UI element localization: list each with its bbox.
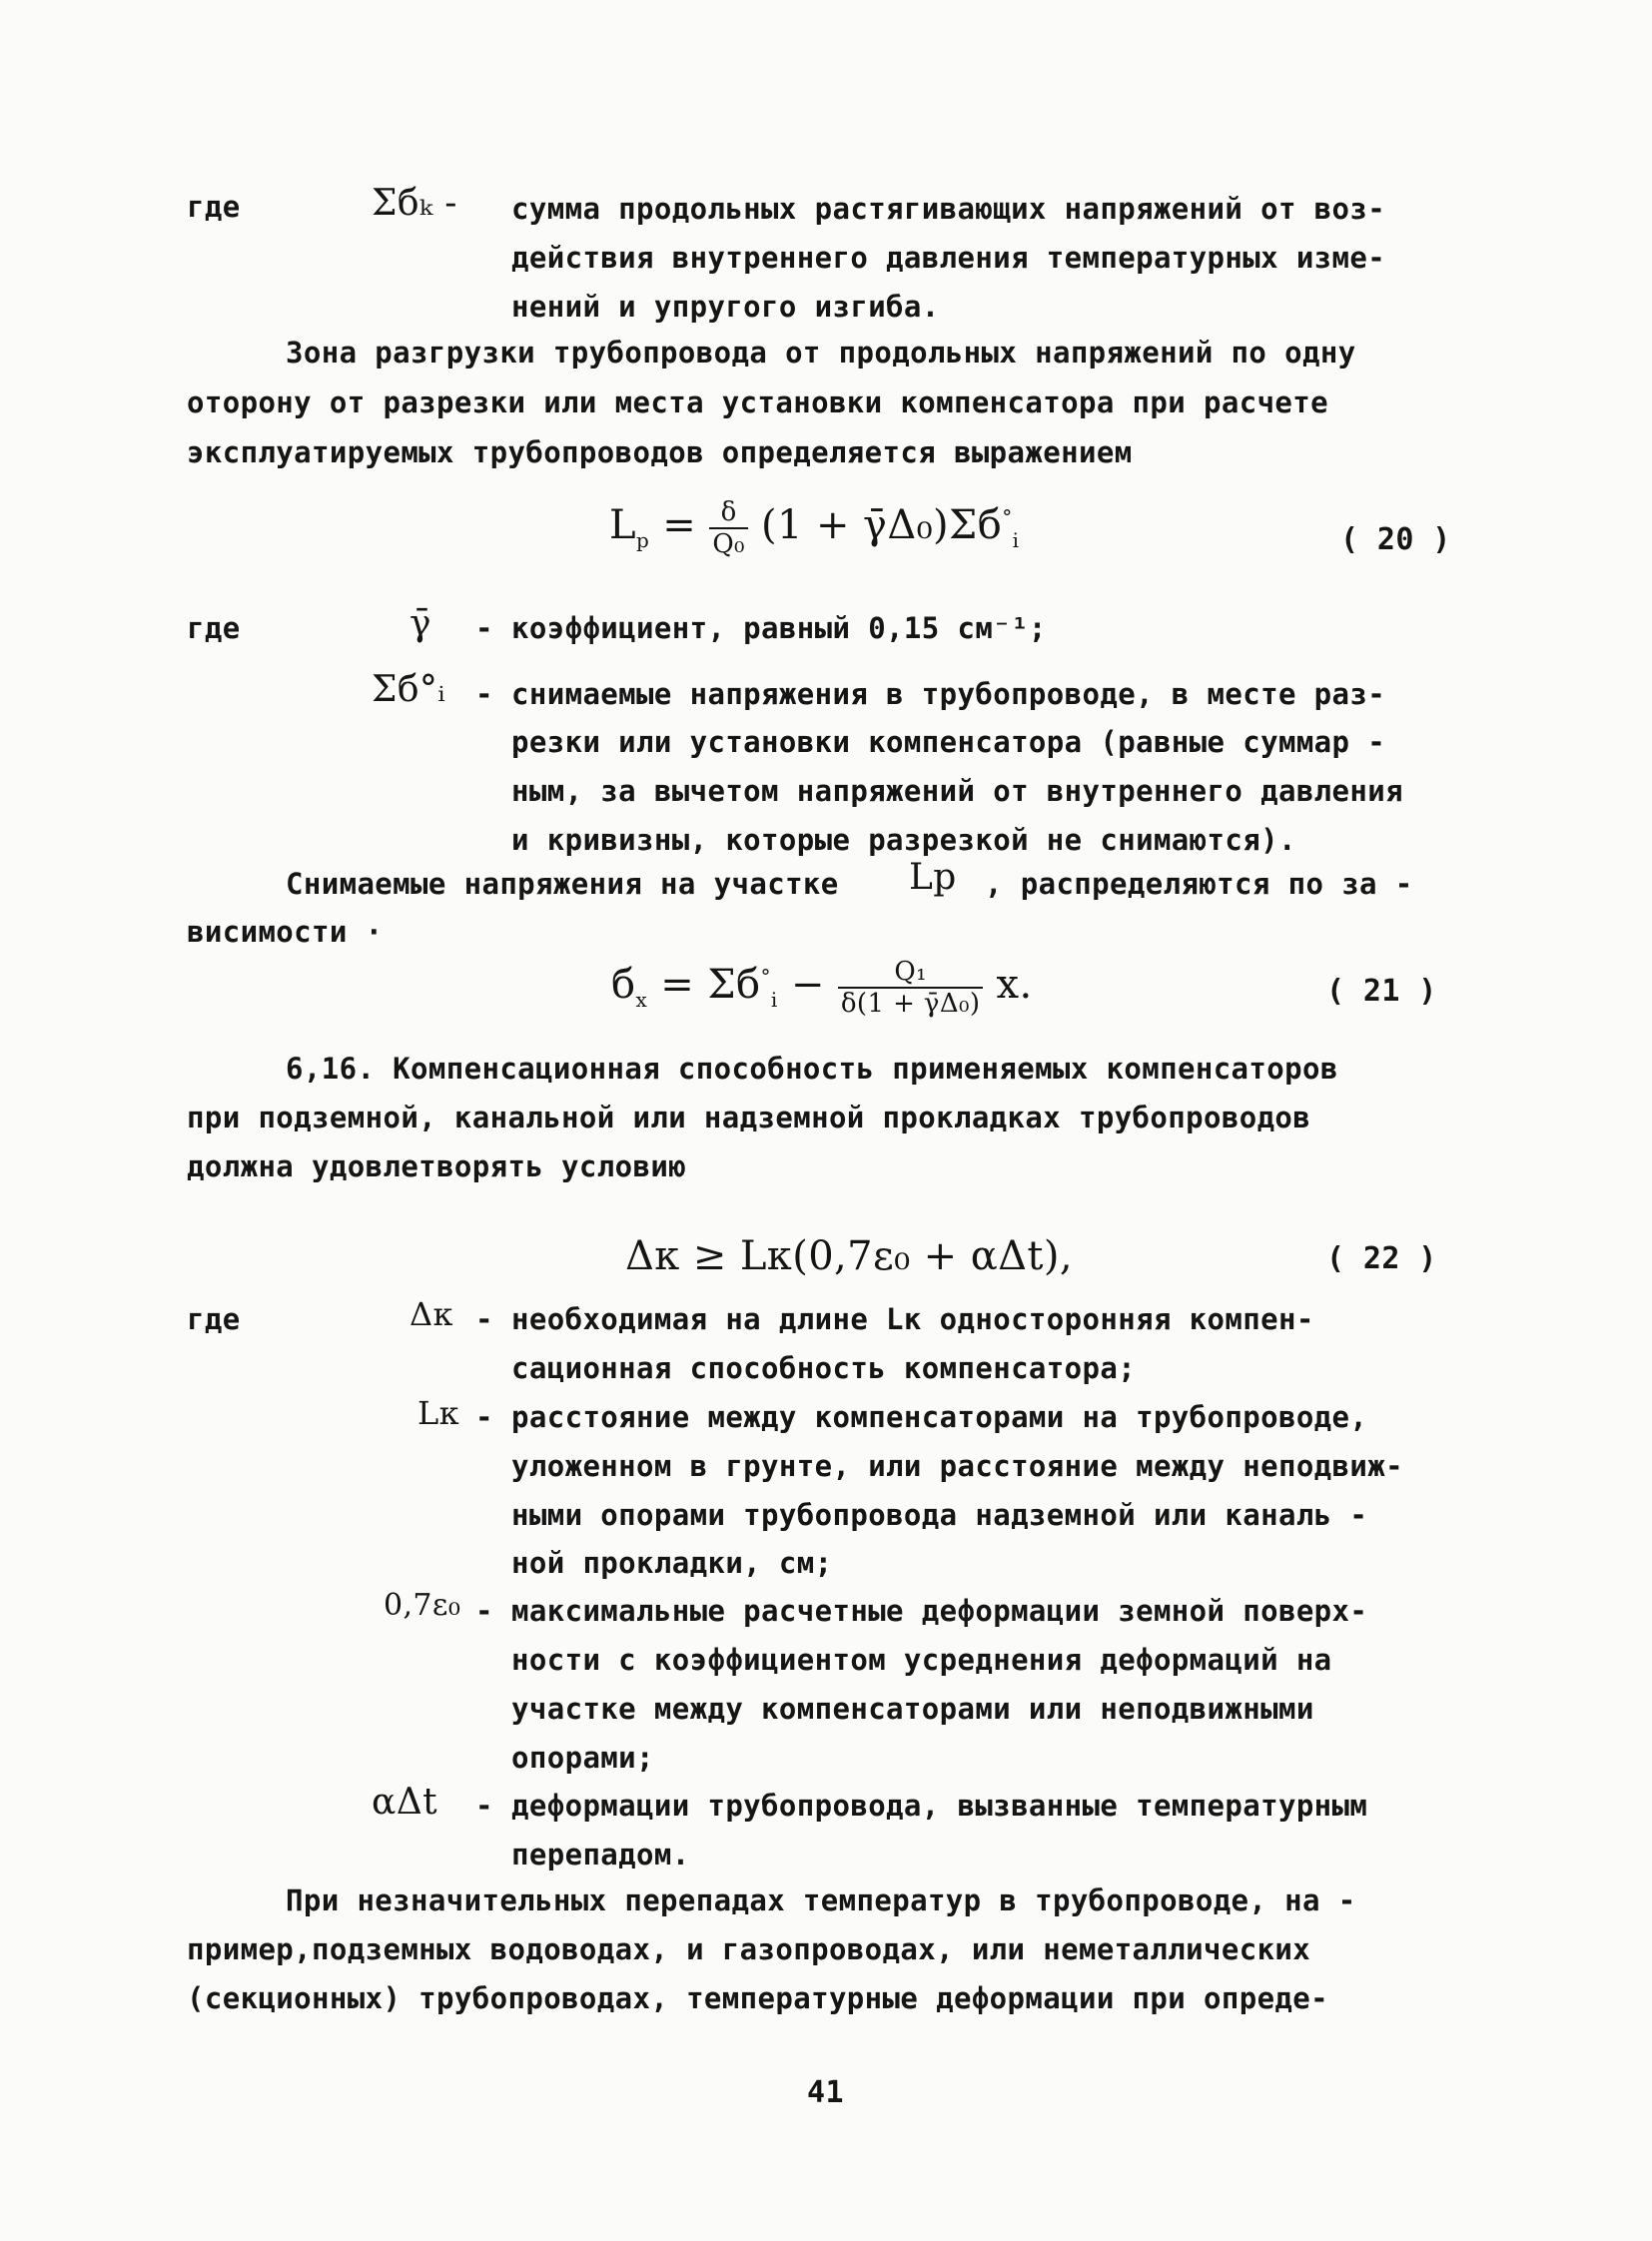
eq20-fraction: [709, 497, 748, 559]
gamma-bar-symbol: γ̄: [410, 603, 431, 644]
dash: -: [475, 1594, 493, 1628]
paragraph-line: пример,подземных водоводах, и газопроводах, или неметаллических: [187, 1932, 1311, 1966]
paragraph-line: 6,16. Компенсационная способность применяемых компенсаторов: [286, 1052, 1338, 1086]
eq21-sup: °: [760, 964, 771, 989]
eq21-frac-num: Q₁: [838, 957, 984, 989]
eq21-eq: = Σб: [660, 962, 761, 1008]
dash: -: [475, 611, 493, 645]
eq21-sub: i: [770, 988, 778, 1012]
equation-20: [609, 497, 1019, 559]
text-line: расстояние между компенсаторами на трубопроводе,: [511, 1400, 1368, 1434]
eq21-frac-den: δ(1 + γ̄Δ₀): [840, 989, 981, 1019]
paragraph-line: Зона разгрузки трубопровода от продольных напряжений по одну: [286, 336, 1356, 370]
dash: -: [475, 1789, 493, 1823]
paragraph-line: Снимаемые напряжения на участке: [286, 867, 839, 901]
text-line: ности с коэффициентом усреднения деформаций на: [511, 1643, 1332, 1677]
delta-k-symbol: Δк: [410, 1295, 453, 1333]
text-line: уложенном в грунте, или расстояние между неподвиж-: [511, 1449, 1403, 1483]
page-number: 41: [807, 2075, 844, 2110]
equation-21: [611, 957, 1033, 1019]
where-label: где: [187, 190, 241, 224]
equation-22: Δк ≥ Lк(0,7ε₀ + αΔt),: [625, 1233, 1074, 1279]
l-k-symbol: Lк: [417, 1394, 460, 1432]
deformation-symbol: 0,7ε₀: [384, 1588, 461, 1623]
eq21-fraction: [838, 957, 984, 1019]
text-line: ным, за вычетом напряжений от внутреннего давления: [511, 774, 1403, 808]
text-line: перепадом.: [511, 1838, 690, 1871]
paragraph-line: висимости ·: [187, 915, 384, 949]
paragraph-line: эксплуатируемых трубопроводов определяется выражением: [187, 435, 1133, 469]
paragraph-line: При незначительных перепадах температур в трубопроводе, на -: [286, 1883, 1356, 1917]
text-line: действия внутреннего давления температурных изме-: [511, 241, 1386, 275]
text-line: сумма продольных растягивающих напряжений от воз-: [511, 192, 1386, 226]
paragraph-line: , распределяются по за -: [985, 867, 1413, 901]
where-label: где: [187, 611, 241, 645]
eq20-frac-den: Q₀: [712, 529, 745, 559]
dash: -: [475, 1400, 493, 1434]
l-r-symbol: Lр: [909, 857, 957, 898]
text-line: ными опорами трубопровода надземной или каналь -: [511, 1498, 1368, 1532]
sum-sigma-k-symbol: Σбₖ -: [372, 183, 457, 224]
text-line: опорами;: [511, 1741, 654, 1775]
alpha-delta-t-symbol: αΔt: [372, 1782, 437, 1823]
text-line: ной прокладки, см;: [511, 1546, 833, 1580]
text-line: максимальные расчетные деформации земной поверх-: [511, 1594, 1368, 1628]
dash: -: [475, 1302, 493, 1336]
equation-number-20: ( 20 ): [1340, 522, 1451, 557]
text-line: нений и упругого изгиба.: [511, 290, 940, 324]
sum-sigma-i-symbol: Σб°ᵢ: [372, 669, 445, 710]
text-line: резки или установки компенсатора (равные суммар -: [511, 725, 1386, 759]
text-line: деформации трубопровода, вызванные температурным: [511, 1789, 1368, 1823]
text-line: необходимая на длине Lк односторонняя компен-: [511, 1302, 1314, 1336]
eq20-rest-sub: i: [1012, 528, 1020, 552]
eq20-lhs: L: [609, 502, 636, 548]
eq21-lhs: б: [611, 962, 636, 1008]
eq21-rest: x.: [996, 962, 1033, 1008]
eq20-rest-sup: °: [1002, 504, 1013, 529]
eq21-minus: −: [790, 962, 825, 1008]
equation-number-21: ( 21 ): [1326, 974, 1437, 1009]
equation-number-22: ( 22 ): [1326, 1241, 1437, 1276]
text-line: участке между компенсаторами или неподвижными: [511, 1692, 1314, 1726]
paragraph-line: при подземной, канальной или надземной прокладках трубопроводов: [187, 1101, 1311, 1134]
eq20-frac-num: δ: [709, 497, 748, 529]
paragraph-line: должна удовлетворять условию: [187, 1149, 687, 1183]
text-line: сационная способность компенсатора;: [511, 1351, 1137, 1385]
text-line: и кривизны, которые разрезкой не снимаются).: [511, 823, 1296, 857]
dash: -: [475, 677, 493, 711]
text-line: снимаемые напряжения в трубопроводе, в месте раз-: [511, 677, 1386, 711]
eq21-lhs-sub: х: [635, 988, 648, 1012]
paragraph-line: оторону от разрезки или места установки компенсатора при расчете: [187, 385, 1329, 419]
eq20-lhs-sub: р: [635, 528, 650, 552]
where-label: где: [187, 1302, 241, 1336]
eq20-eq: =: [662, 502, 697, 548]
text-line: коэффициент, равный 0,15 см⁻¹;: [511, 611, 1047, 645]
paragraph-line: (секционных) трубопроводах, температурные деформации при опреде-: [187, 1981, 1329, 2015]
eq20-rest: (1 + γ̄Δ₀)Σб: [761, 502, 1003, 548]
